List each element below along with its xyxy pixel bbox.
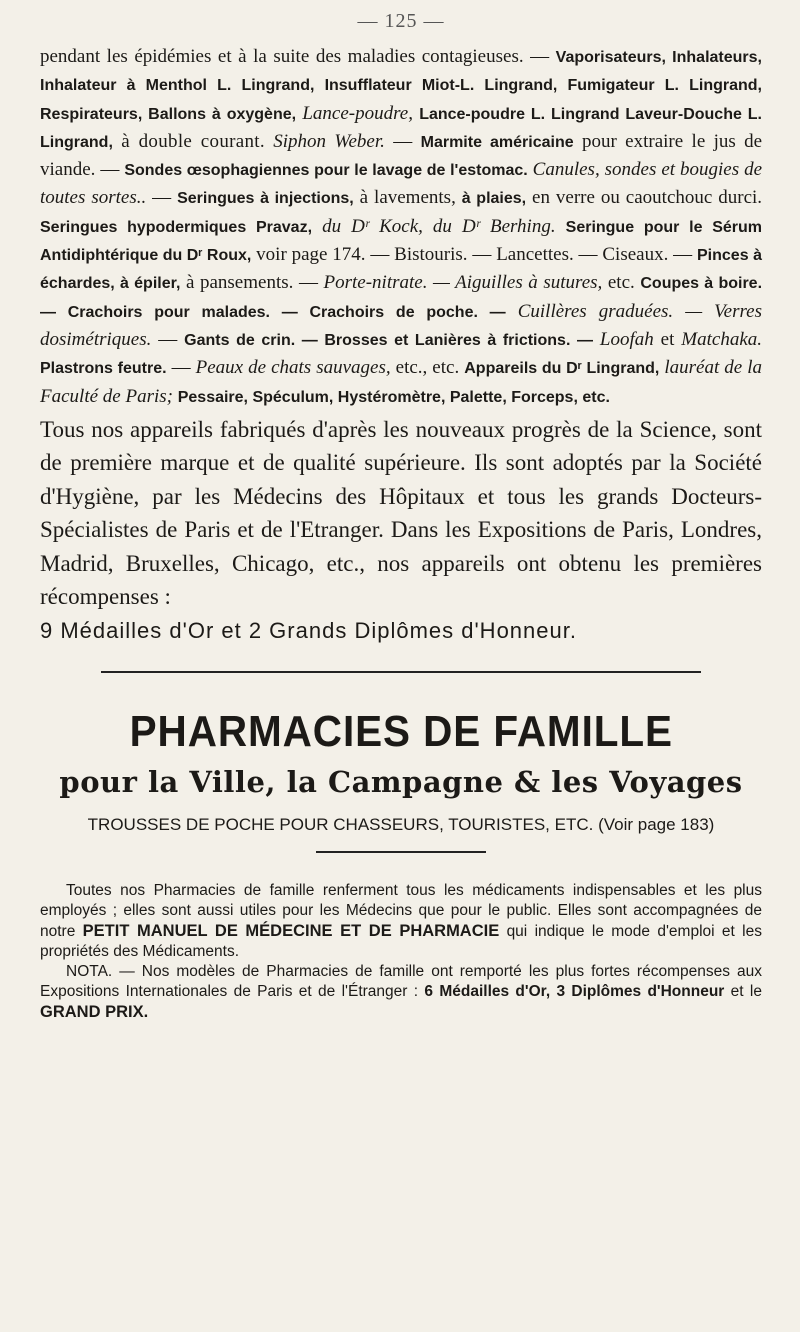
nota-awards: 6 Médailles d'Or, 3 Diplômes d'Honneur [424, 983, 725, 1001]
catalog-text: du Dʳ Kock, du Dʳ Berhing. [322, 215, 556, 237]
catalog-text: — [171, 357, 191, 379]
catalog-text: etc. [607, 272, 635, 294]
catalog-text: Siphon Weber. [273, 130, 385, 152]
catalog-text: Loofah [599, 328, 654, 350]
catalog-text: Appareils du Dʳ Lingrand, [464, 360, 660, 378]
catalog-text: en verre ou caoutchouc durci. [532, 187, 763, 209]
section-subtitle: pour la Ville, la Campagne & les Voyages [59, 765, 743, 800]
catalog-text: etc., etc. [395, 357, 460, 379]
catalog-text: Pessaire, Spéculum, Hystéromètre, Palette, Forceps, etc. [177, 388, 610, 406]
catalog-text: à double courant. [121, 130, 265, 152]
catalog-text: lauréat de la Faculté de Paris; [40, 357, 763, 407]
catalog-text: voir page 174. — Bistouris. — Lancettes. — Ciseaux. — [256, 244, 693, 266]
catalog-text: à pansements. — [185, 272, 318, 294]
section-title: PHARMACIES DE FAMILLE [129, 707, 673, 757]
notice-text: qui indique le mode d'emploi et les propriétés des Médicaments. [40, 923, 762, 961]
catalog-text: Peaux de chats sauvages, [195, 357, 391, 379]
catalog-text: Seringues à injections, [177, 190, 354, 208]
catalog-text: — [393, 130, 413, 152]
catalog-text: Sondes œsophagiennes pour le lavage de l'estomac. [124, 162, 528, 180]
catalog-text: Cuillères graduées. — Verres dosimétriques. [40, 300, 763, 350]
catalog-text: Lance-poudre L. Lingrand Laveur-Douche L. Lingrand, [40, 105, 763, 151]
catalog-text: Seringue pour le Sérum Antidiphtérique du Dʳ Roux, [40, 218, 763, 265]
section-divider [101, 671, 701, 673]
catalog-text: à plaies, [461, 190, 527, 208]
catalog-text: Canules, sondes et bougies de toutes sortes.. [40, 159, 762, 209]
notice-text: Toutes nos Pharmacies de famille renferment tous les médicaments indispensables et les plus employés ; elles sont aussi utiles pour les Médecins que pour le public. Elles sont accompagnées de notre [40, 882, 762, 941]
page-number: — 125 — [357, 10, 445, 32]
section-heading [40, 707, 762, 757]
catalog-text: à lavements, [359, 187, 456, 209]
catalog-text: Plastrons feutre. [40, 360, 167, 378]
catalog-text: Pinces à échardes, à épiler, [40, 247, 763, 293]
catalog-text: Gants de crin. — Brosses et Lanières à frictions. — [184, 331, 593, 349]
catalog-text: Coupes à boire. — Crachoirs pour malades. — Crachoirs de poche. — [40, 275, 763, 321]
quality-claims [40, 413, 762, 648]
catalog-text: Lance-poudre, [302, 102, 413, 124]
trousses-line: TROUSSES DE POCHE POUR CHASSEURS, TOURISTES, ETC. (Voir page 183) [87, 815, 715, 835]
catalog-text: pendant les épidémies et à la suite des maladies contagieuses. — [40, 46, 550, 67]
grand-prix: GRAND PRIX. [40, 1003, 149, 1022]
catalog-text: Vaporisateurs, Inhalateurs, Inhalateur à Menthol L. Lingrand, Insufflateur Miot-L. Lingrand, Fumigateur L. Lingrand, Respirateurs, Ballons à oxygène, [40, 49, 762, 123]
catalog-text: Seringues hypodermiques Pravaz, [40, 218, 313, 236]
pharmacy-notice [40, 881, 762, 1023]
catalog-text: Porte-nitrate. — Aiguilles à sutures, [323, 272, 603, 294]
catalog-text: pour extraire le jus de viande. — [40, 130, 763, 181]
notice-paragraph [40, 881, 762, 962]
nota-text: NOTA. — Nos modèles de Pharmacies de famille ont remporté les plus fortes récompenses aux Expositions Internationales de Paris et de l'Étranger : [40, 963, 762, 1001]
catalog-text: et [660, 328, 675, 350]
catalog-text: Matchaka. [681, 328, 763, 350]
nota-text: et le [730, 983, 762, 1001]
manual-title: PETIT MANUEL DE MÉDECINE ET DE PHARMACIE [82, 922, 500, 941]
catalog-text: Marmite américaine [420, 133, 574, 151]
catalog-text: — [152, 187, 172, 209]
nota-paragraph [40, 962, 762, 1023]
catalog-paragraph [40, 43, 762, 411]
awards-line: 9 Médailles d'Or et 2 Grands Diplômes d'Honneur. [40, 617, 577, 643]
claims-text: Tous nos appareils fabriqués d'après les nouveaux progrès de la Science, sont de première marque et de qualité supérieure. Ils sont adoptés par la Société d'Hygiène, par les Médecins des Hôpitaux et tous les grands Docteurs-Spécialistes de Paris et de l'Etranger. Dans les Expositions de Paris, Londres, Madrid, Bruxelles, Chicago, etc., nos appareils ont obtenu les premières récompenses : [40, 416, 762, 610]
short-divider [316, 851, 486, 853]
catalog-text: — [158, 328, 178, 350]
